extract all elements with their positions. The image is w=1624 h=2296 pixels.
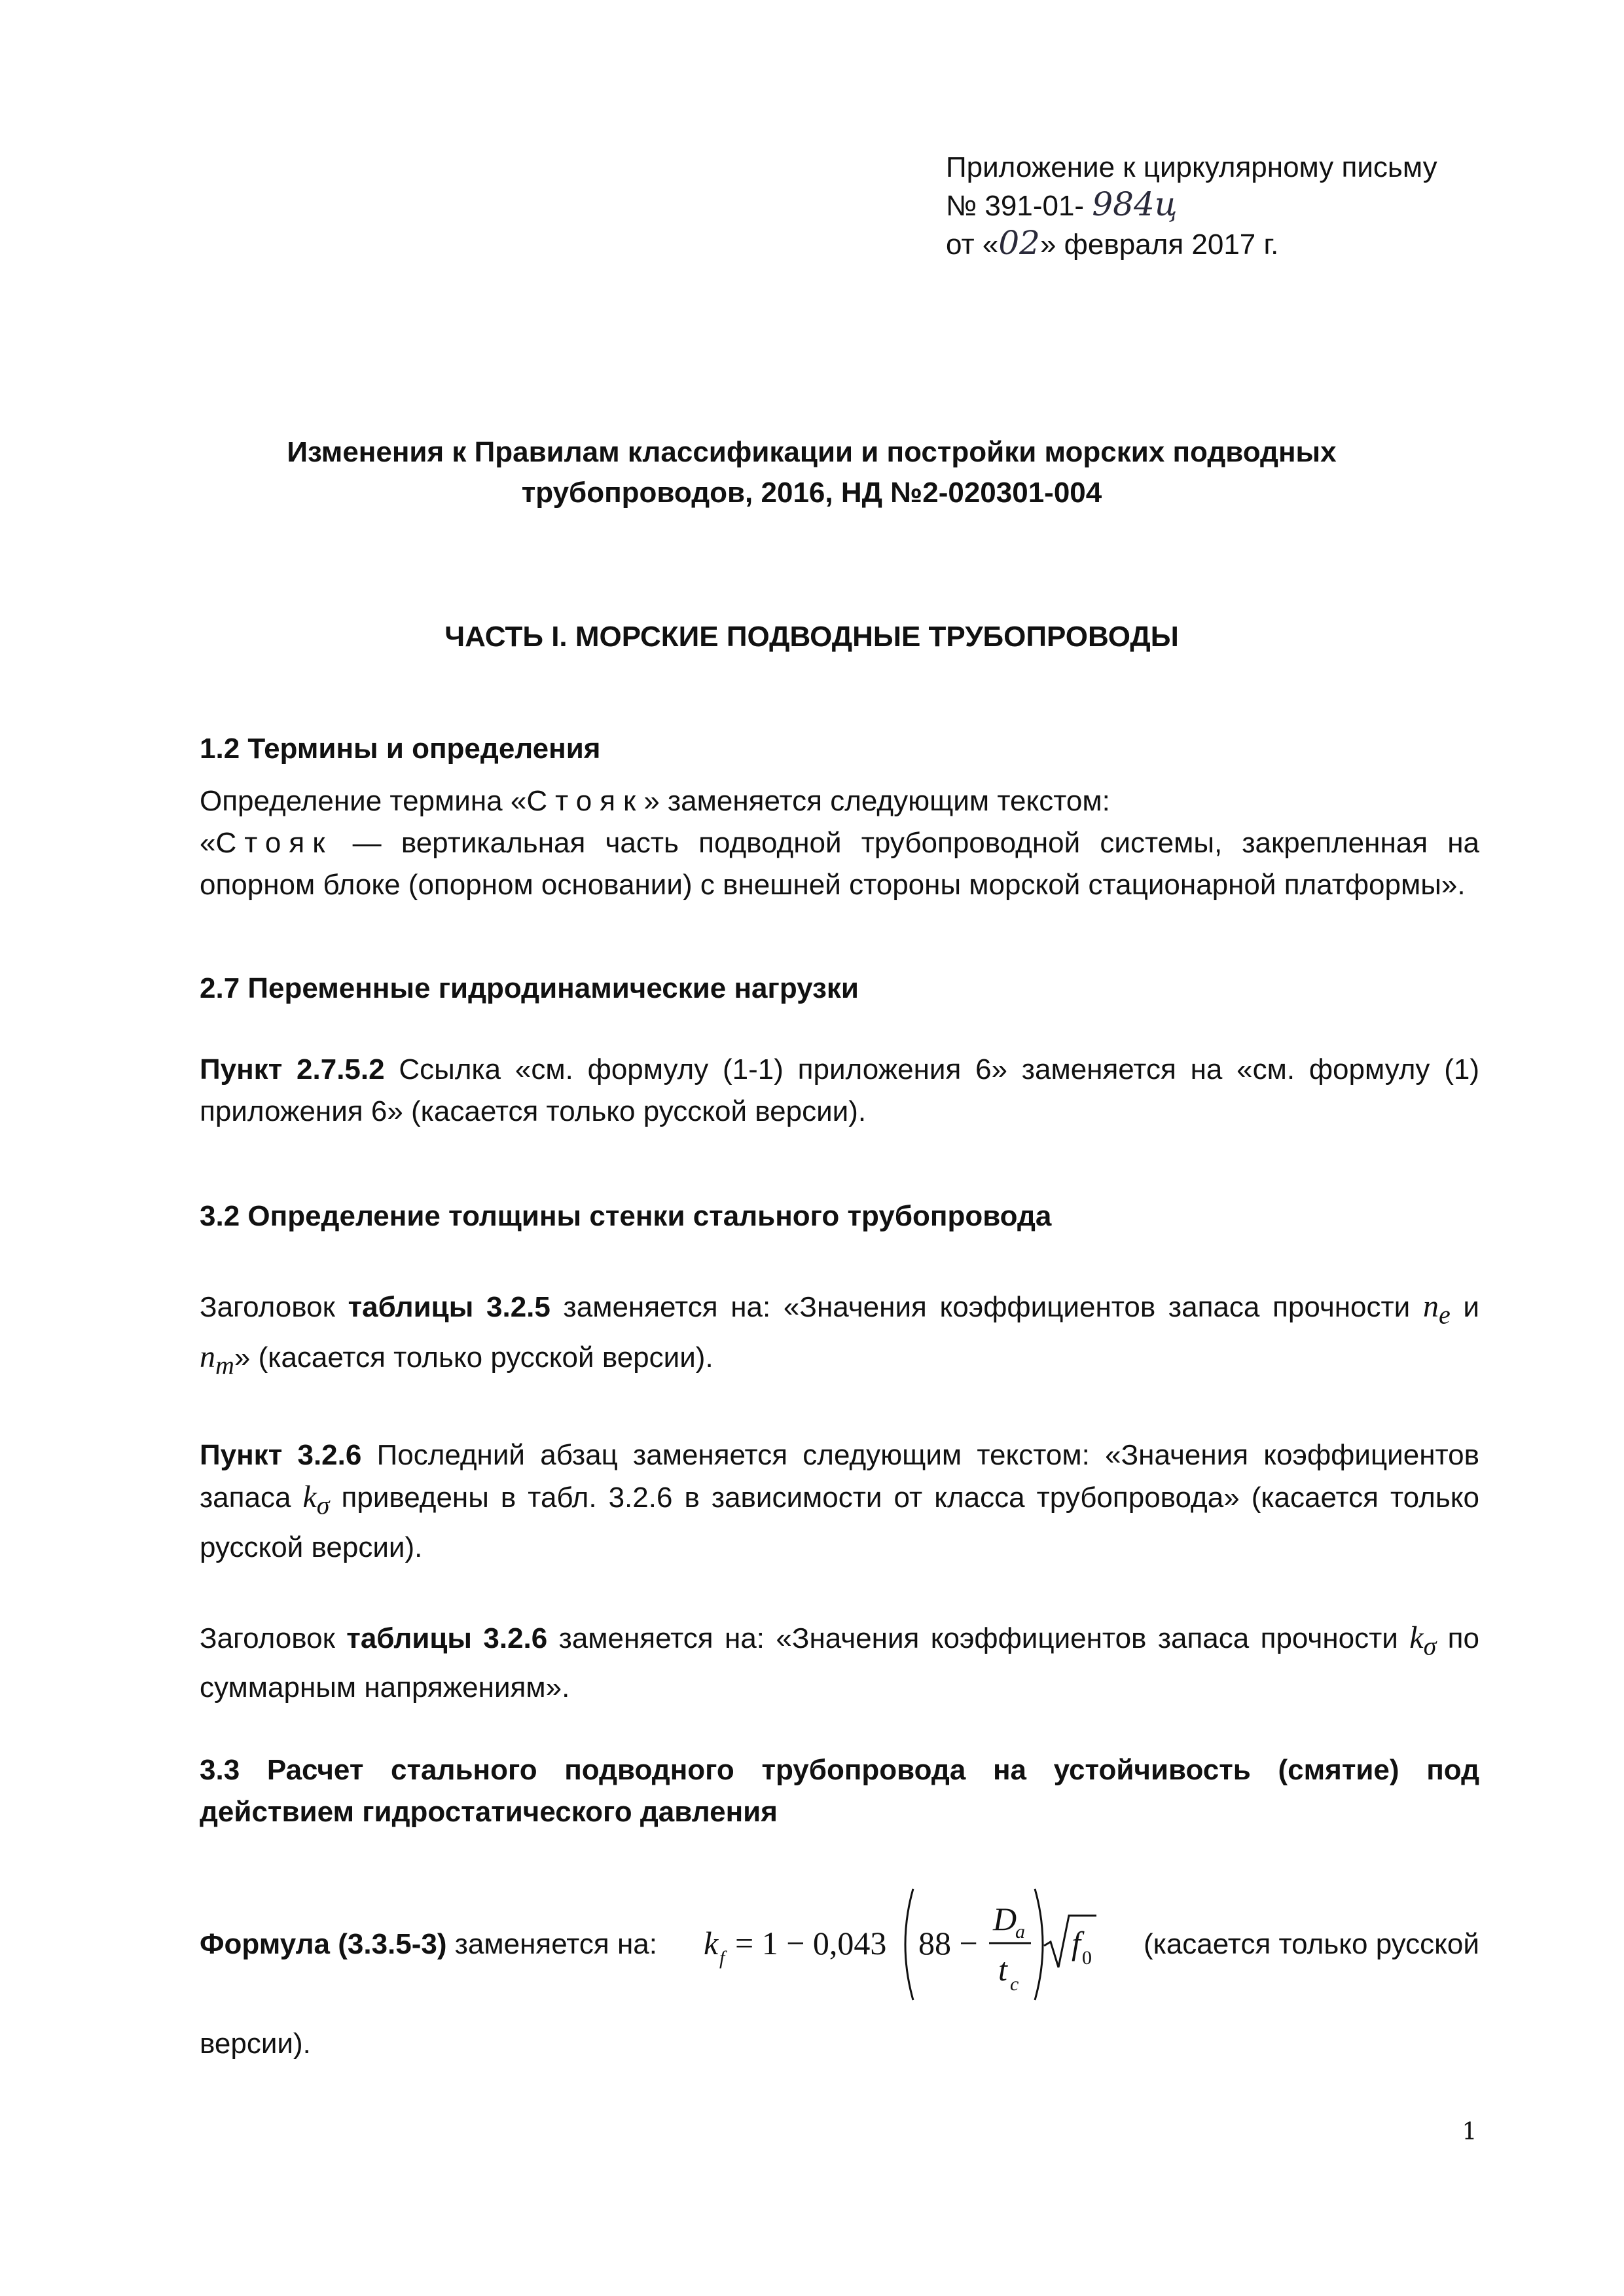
section-3-3 — [200, 1749, 1479, 2065]
clause-ref: Пункт 3.2.6 — [200, 1439, 362, 1472]
text-span: » заменяется следующим текстом: — [643, 785, 1110, 817]
right-paren — [1035, 1889, 1043, 2000]
text-span: Ссылка «см. формулу (1-1) приложения 6» заменяется на «см. формулу (1) приложения 6» (касается только русской версии). — [200, 1053, 1479, 1127]
formula-eq: = 1 − 0,043 — [735, 1925, 887, 1961]
math-var: k — [302, 1480, 317, 1515]
formula-den-sub: c — [1010, 1973, 1019, 1995]
text-span: Заголовок — [200, 1291, 348, 1323]
text-span: приведены в табл. 3.2.6 в зависимости от класса трубопровода» (касается только русской версии). — [200, 1482, 1479, 1563]
term-spaced: Стояк — [526, 785, 644, 817]
paragraph — [200, 780, 1479, 822]
math-symbol — [302, 1480, 330, 1520]
text-span: заменяется на: «Значения коэффициентов запаса прочности — [547, 1622, 1410, 1654]
text-span: — вертикальная часть подводной трубопроводной системы, закрепленная на опорном блоке (опорном основании) с внешней стороны морской стационарной платформы». — [200, 827, 1479, 901]
section-2-7 — [200, 968, 1479, 1133]
text-span: « — [200, 827, 216, 859]
clause-ref: Пункт 2.7.5.2 — [200, 1053, 385, 1085]
text-span: Определение термина « — [200, 785, 527, 817]
table-ref: таблицы 3.2.6 — [346, 1622, 548, 1654]
formula-root: f — [1072, 1925, 1081, 1961]
document-title — [196, 432, 1427, 513]
paragraph — [200, 822, 1479, 906]
letter-number-prefix: № 391-01- — [946, 190, 1085, 222]
formula-note: (касается только русской — [1143, 1928, 1479, 1960]
section-heading: 1.2 Термины и определения — [200, 733, 601, 765]
header-line-1: Приложение к циркулярному письму — [946, 151, 1437, 183]
table-ref: таблицы 3.2.5 — [348, 1291, 550, 1323]
math-sub: e — [1438, 1300, 1451, 1330]
section-heading: 2.7 Переменные гидродинамические нагрузки — [200, 972, 859, 1004]
formula-k: k — [704, 1925, 719, 1961]
title-line-2: трубопроводов, 2016, НД №2-020301-004 — [521, 477, 1102, 509]
math-symbol — [1409, 1620, 1437, 1661]
math-var: k — [1409, 1620, 1424, 1655]
text-span: заменяется на: — [446, 1928, 657, 1960]
formula-note-end: версии). — [200, 2028, 311, 2060]
section-heading: 3.3 Расчет стального подводного трубопровода на устойчивость (смятие) под действием гидростатического давления — [200, 1754, 1479, 1828]
handwritten-letter-number: 984ц — [1092, 185, 1178, 223]
text-span: и — [1450, 1291, 1479, 1323]
paragraph — [200, 1434, 1479, 1569]
date-prefix: от « — [946, 228, 999, 261]
header-line-2 — [946, 186, 1535, 225]
paragraph — [200, 1617, 1479, 1709]
math-var: n — [1422, 1289, 1439, 1324]
date-suffix: » февраля 2017 г. — [1039, 228, 1279, 261]
formula-const: 88 − — [918, 1925, 979, 1961]
formula-root-sub: 0 — [1082, 1947, 1092, 1969]
math-sub: m — [215, 1350, 234, 1380]
text-span: заменяется на: «Значения коэффициентов запаса прочности — [550, 1291, 1423, 1323]
text-span: » (касается только русской версии). — [234, 1341, 713, 1374]
formula-ref: Формула (3.3.5-3) — [200, 1928, 447, 1960]
text-span: Последний абзац заменяется следующим текстом: «Значения коэффициентов запаса — [200, 1439, 1480, 1514]
formula-line — [200, 1872, 1479, 2016]
math-var: n — [200, 1339, 215, 1374]
section-heading: 3.2 Определение толщины стенки стального трубопровода — [200, 1200, 1052, 1232]
math-symbol — [1422, 1289, 1451, 1330]
math-sub: σ — [316, 1490, 330, 1520]
left-paren — [905, 1889, 913, 2000]
text-span: по суммарным напряжениям». — [200, 1622, 1479, 1704]
math-symbol — [200, 1339, 234, 1380]
title-line-1: Изменения к Правилам классификации и постройки морских подводных — [287, 436, 1337, 468]
text-span: Заголовок — [200, 1622, 347, 1654]
formula-k-sub: f — [719, 1947, 725, 1969]
header-line-3 — [946, 225, 1535, 263]
formula-num-sub: a — [1015, 1921, 1026, 1942]
appendix-header — [946, 149, 1535, 263]
part-title: ЧАСТЬ I. МОРСКИЕ ПОДВОДНЫЕ ТРУБОПРОВОДЫ — [444, 621, 1179, 653]
formula-den: t — [998, 1951, 1008, 1988]
math-sub: σ — [1423, 1631, 1437, 1661]
paragraph — [200, 1049, 1479, 1133]
section-3-2 — [200, 1195, 1479, 1709]
handwritten-day: 02 — [998, 224, 1040, 262]
paragraph — [200, 1286, 1479, 1386]
section-1-2 — [200, 728, 1479, 906]
formula-label — [200, 1923, 657, 1965]
page-number: 1 — [1462, 2119, 1477, 2145]
term-spaced: Стояк — [215, 827, 333, 859]
formula-3-3-5-3 — [704, 1872, 1096, 2016]
formula-num: D — [993, 1901, 1017, 1937]
